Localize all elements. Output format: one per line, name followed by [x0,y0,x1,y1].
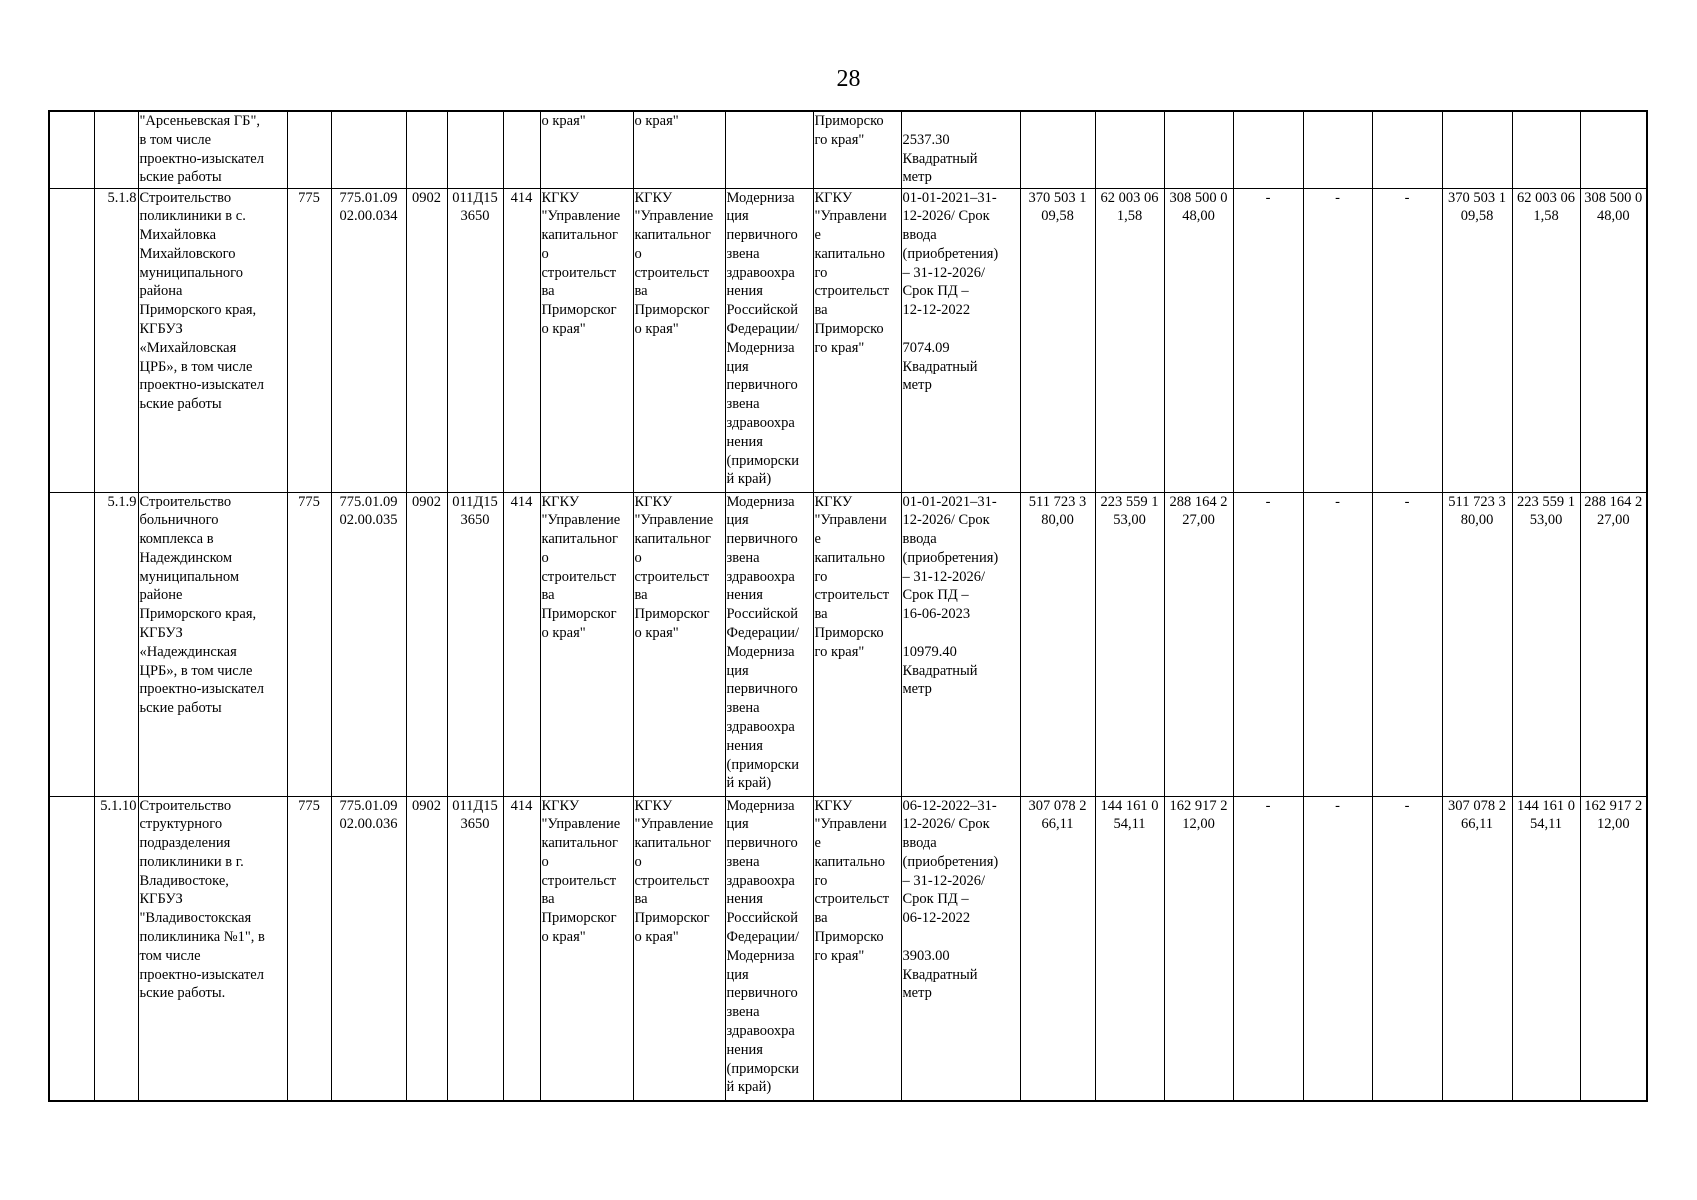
object-code-cell [331,111,406,188]
value-cell-4: - [1233,188,1303,492]
project-cell [725,111,813,188]
value-cell-5 [1303,111,1372,188]
value-cell-2 [1095,111,1164,188]
deadline-capacity-cell: 01-01-2021–31- 12-2026/ Срок ввода (приобретения) – 31-12-2026/ Срок ПД – 16-06-2023 10979.40 Квадратный метр [901,492,1020,796]
section-code-cell: 0902 [406,796,447,1101]
value-cell-5: - [1303,796,1372,1101]
value-cell-6: - [1372,492,1442,796]
value-cell-7: 511 723 3 80,00 [1442,492,1512,796]
target-article-cell: 011Д15 3650 [447,188,503,492]
value-cell-3 [1164,111,1233,188]
item-number-cell: 5.1.10 [94,796,138,1101]
value-cell-6 [1372,111,1442,188]
value-cell-1: 511 723 3 80,00 [1020,492,1095,796]
project-cell: Модерниза ция первичного звена здравоохра нения Российской Федерации/ Модерниза ция первичного звена здравоохра нения (приморски й край) [725,492,813,796]
value-cell-4: - [1233,492,1303,796]
customer-cell: КГКУ "Управление капитальног о строительст ва Приморског о края" [540,796,633,1101]
value-cell-7 [1442,111,1512,188]
value-cell-8: 223 559 1 53,00 [1512,492,1580,796]
developer-cell: КГКУ "Управление капитальног о строительст ва Приморског о края" [633,796,725,1101]
value-cell-8: 144 161 0 54,11 [1512,796,1580,1101]
value-cell-1: 307 078 2 66,11 [1020,796,1095,1101]
target-article-cell [447,111,503,188]
target-article-cell: 011Д15 3650 [447,492,503,796]
deadline-capacity-cell: 06-12-2022–31- 12-2026/ Срок ввода (приобретения) – 31-12-2026/ Срок ПД – 06-12-2022 3903.00 Квадратный метр [901,796,1020,1101]
item-number-cell: 5.1.9 [94,492,138,796]
table-row [49,188,1647,492]
object-code-cell: 775.01.09 02.00.036 [331,796,406,1101]
value-cell-3: 308 500 0 48,00 [1164,188,1233,492]
section-code-cell: 0902 [406,492,447,796]
object-code-cell: 775.01.09 02.00.035 [331,492,406,796]
object-name-cell: Строительство структурного подразделения поликлиники в г. Владивостоке, КГБУЗ "Владивостокская поликлиника №1", в том числе проектно-изыскател ьские работы. [138,796,287,1101]
project-cell: Модерниза ция первичного звена здравоохра нения Российской Федерации/ Модерниза ция первичного звена здравоохра нения (приморски й край) [725,188,813,492]
value-cell-9 [1580,111,1647,188]
table-row [49,492,1647,796]
page-number: 28 [836,66,861,92]
value-cell-4 [1233,111,1303,188]
deadline-capacity-cell: 2537.30 Квадратный метр [901,111,1020,188]
object-code-cell: 775.01.09 02.00.034 [331,188,406,492]
value-cell-2: 223 559 1 53,00 [1095,492,1164,796]
expense-type-cell [503,111,540,188]
value-cell-3: 162 917 2 12,00 [1164,796,1233,1101]
value-cell-7: 370 503 1 09,58 [1442,188,1512,492]
value-cell-7: 307 078 2 66,11 [1442,796,1512,1101]
recipient-cell: Приморско го края" [813,111,901,188]
expense-type-cell: 414 [503,188,540,492]
budget-table [48,110,1648,1102]
recipient-cell: КГКУ "Управлени е капитально го строительст ва Приморско го края" [813,188,901,492]
blank-cell [49,111,94,188]
item-number-cell [94,111,138,188]
value-cell-9: 288 164 2 27,00 [1580,492,1647,796]
recipient-cell: КГКУ "Управлени е капитально го строительст ва Приморско го края" [813,796,901,1101]
table-row [49,111,1647,188]
table-row [49,796,1647,1101]
value-cell-8: 62 003 06 1,58 [1512,188,1580,492]
value-cell-9: 308 500 0 48,00 [1580,188,1647,492]
object-name-cell: Строительство больничного комплекса в Надеждинском муниципальном районе Приморского края, КГБУЗ «Надеждинская ЦРБ», в том числе проектно-изыскател ьские работы [138,492,287,796]
table-body [49,111,1647,1101]
value-cell-6: - [1372,188,1442,492]
value-cell-2: 144 161 0 54,11 [1095,796,1164,1101]
target-article-cell: 011Д15 3650 [447,796,503,1101]
value-cell-1 [1020,111,1095,188]
value-cell-3: 288 164 2 27,00 [1164,492,1233,796]
value-cell-1: 370 503 1 09,58 [1020,188,1095,492]
value-cell-8 [1512,111,1580,188]
value-cell-4: - [1233,796,1303,1101]
section-code-cell [406,111,447,188]
customer-cell: КГКУ "Управление капитальног о строительст ва Приморског о края" [540,188,633,492]
blank-cell [49,796,94,1101]
object-name-cell: "Арсеньевская ГБ", в том числе проектно-изыскател ьские работы [138,111,287,188]
recipient-cell: КГКУ "Управлени е капитально го строительст ва Приморско го края" [813,492,901,796]
grbs-code-cell: 775 [287,492,331,796]
expense-type-cell: 414 [503,796,540,1101]
customer-cell: КГКУ "Управление капитальног о строительст ва Приморског о края" [540,492,633,796]
grbs-code-cell [287,111,331,188]
section-code-cell: 0902 [406,188,447,492]
value-cell-5: - [1303,492,1372,796]
grbs-code-cell: 775 [287,188,331,492]
project-cell: Модерниза ция первичного звена здравоохра нения Российской Федерации/ Модерниза ция первичного звена здравоохра нения (приморски й край) [725,796,813,1101]
object-name-cell: Строительство поликлиники в с. Михайловка Михайловского муниципального района Приморского края, КГБУЗ «Михайловская ЦРБ», в том числе проектно-изыскател ьские работы [138,188,287,492]
developer-cell: КГКУ "Управление капитальног о строительст ва Приморског о края" [633,188,725,492]
grbs-code-cell: 775 [287,796,331,1101]
item-number-cell: 5.1.8 [94,188,138,492]
blank-cell [49,492,94,796]
value-cell-9: 162 917 2 12,00 [1580,796,1647,1101]
value-cell-5: - [1303,188,1372,492]
deadline-capacity-cell: 01-01-2021–31- 12-2026/ Срок ввода (приобретения) – 31-12-2026/ Срок ПД – 12-12-2022 7074.09 Квадратный метр [901,188,1020,492]
developer-cell: о края" [633,111,725,188]
customer-cell: о края" [540,111,633,188]
developer-cell: КГКУ "Управление капитальног о строительст ва Приморског о края" [633,492,725,796]
value-cell-2: 62 003 06 1,58 [1095,188,1164,492]
blank-cell [49,188,94,492]
value-cell-6: - [1372,796,1442,1101]
expense-type-cell: 414 [503,492,540,796]
